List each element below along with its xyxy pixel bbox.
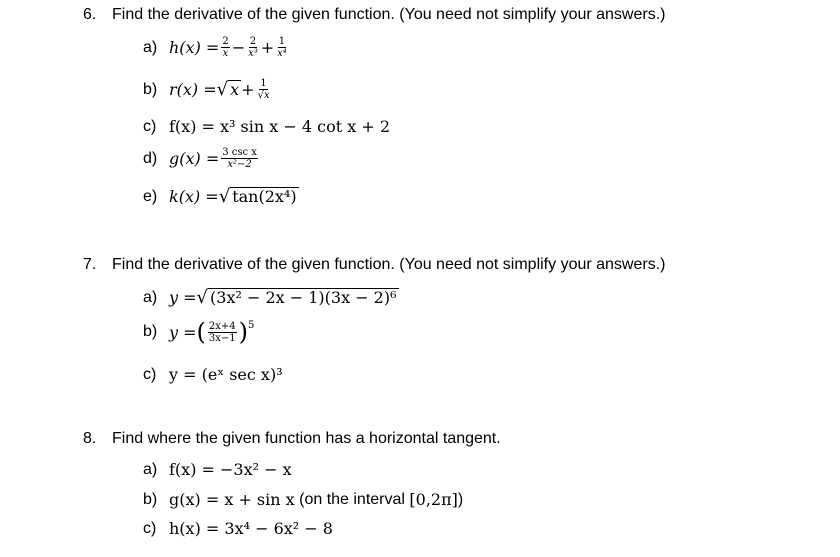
q7-part-a [143,288,399,307]
function-lhs: y = [169,322,197,342]
part-label: c) [143,117,157,135]
interval-note: (on the interval [294,490,410,508]
question-prompt: Find the derivative of the given function. (You need not simplify your answers.) [112,256,666,273]
part-label: a) [143,460,158,478]
question-6-heading [83,6,665,24]
close-paren: ) [457,490,464,508]
q8-part-a [143,460,292,479]
q6-part-e [143,187,299,206]
function-lhs: g(x) = [169,149,220,168]
function-lhs: y = [169,288,197,307]
function-expression: h(x) = 3x⁴ − 6x² − 8 [169,519,333,538]
q8-part-c [143,519,333,538]
function-expression: g(x) = x + sin x [169,490,295,509]
q7-part-b [143,320,254,344]
q6-part-a [143,36,290,59]
operator: + [260,38,275,57]
part-label: b) [143,490,158,508]
q6-part-c [143,117,390,136]
fraction: $\frac{2}{x}$ [222,36,229,59]
operator: − [231,38,246,57]
q7-part-c [143,365,283,384]
function-lhs: k(x) = [169,187,219,206]
question-number: 6. [83,6,97,23]
part-label: d) [143,149,158,167]
question-number: 8. [83,430,97,447]
question-prompt: Find where the given function has a horizontal tangent. [112,430,501,447]
question-number: 7. [83,256,97,273]
fraction: $\frac{\text{3 csc x}}{\text{x²−2}}$ [222,147,257,170]
interval: [0,2π] [409,490,458,509]
fraction: $\frac{1}{√x}$ [257,78,270,101]
question-prompt: Find the derivative of the given function. (You need not simplify your answers.) [112,6,666,23]
q6-part-b [143,78,273,101]
fraction: $\frac{2x+4}{3x-1}$ [208,320,236,344]
part-label: e) [143,187,158,205]
question-7-heading [83,256,665,274]
function-expression: f(x) = x³ sin x − 4 cot x + 2 [169,117,391,136]
square-root: √ tan(2x⁴) [218,186,297,207]
part-label: a) [143,38,158,56]
square-root: √ (3x² − 2x − 1)(3x − 2)⁶ [196,287,397,308]
q8-part-b [143,490,463,509]
part-label: c) [143,365,157,383]
exponent: 5 [248,320,255,331]
close-paren: ) [238,318,249,346]
fraction: $\frac{1}{\text{x⁴}}$ [277,36,287,59]
function-expression: y = (eˣ sec x)³ [169,365,283,384]
function-lhs: h(x) = [169,38,220,57]
question-8-heading [83,430,501,448]
function-expression: f(x) = −3x² − x [169,460,292,479]
part-label: b) [143,80,158,98]
part-label: a) [143,288,158,306]
part-label: b) [143,323,158,340]
q6-part-d [143,147,260,170]
square-root: √ x [216,79,240,100]
operator: + [241,80,255,99]
open-paren: ( [196,318,206,346]
part-label: c) [143,519,157,537]
function-lhs: r(x) = [169,80,217,99]
fraction: $\frac{2}{\text{x³}}$ [248,36,258,59]
